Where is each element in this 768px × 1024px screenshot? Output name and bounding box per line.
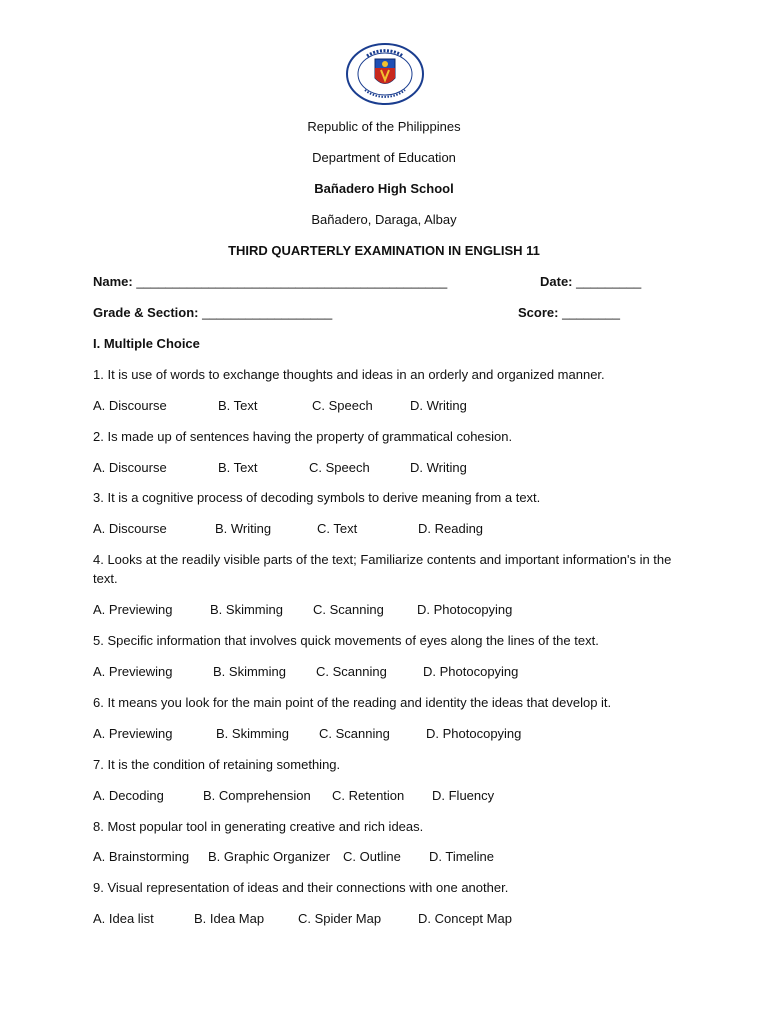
name-label: Name: (93, 274, 133, 289)
score-blank[interactable]: ________ (562, 305, 620, 320)
q2-option-c[interactable]: C. Speech (309, 460, 370, 475)
q8-option-d[interactable]: D. Timeline (429, 849, 495, 864)
q1-option-b[interactable]: B. Text (218, 398, 258, 413)
date-field[interactable] (540, 274, 641, 289)
q1-option-d[interactable]: D. Writing (410, 398, 467, 413)
q2-option-b[interactable]: B. Text (218, 460, 258, 475)
question-9: 9. Visual representation of ideas and their connections with one another. (93, 880, 509, 895)
header-republic: Republic of the Philippines (307, 119, 461, 134)
q1-option-c[interactable]: C. Speech (312, 398, 373, 413)
q6-option-b[interactable]: B. Skimming (216, 726, 289, 741)
question-3: 3. It is a cognitive process of decoding symbols to derive meaning from a text. (93, 490, 541, 505)
q5-option-d[interactable]: D. Photocopying (423, 664, 519, 679)
q8-option-b[interactable]: B. Graphic Organizer (208, 849, 331, 864)
q2-option-a[interactable]: A. Discourse (93, 460, 167, 475)
question-7: 7. It is the condition of retaining something. (93, 757, 341, 772)
q4-option-b[interactable]: B. Skimming (210, 602, 283, 617)
q4-option-a[interactable]: A. Previewing (93, 602, 173, 617)
q5-option-c[interactable]: C. Scanning (316, 664, 387, 679)
q6-option-d[interactable]: D. Photocopying (426, 726, 522, 741)
score-field[interactable] (518, 305, 620, 320)
question-1: 1. It is use of words to exchange thoughts and ideas in an orderly and organized manner. (93, 367, 605, 382)
q3-option-a[interactable]: A. Discourse (93, 521, 167, 536)
q6-option-a[interactable]: A. Previewing (93, 726, 173, 741)
question-6: 6. It means you look for the main point of the reading and identity the ideas that develop it. (93, 695, 612, 710)
q6-option-c[interactable]: C. Scanning (319, 726, 390, 741)
q3-option-c[interactable]: C. Text (317, 521, 358, 536)
grade-section-field[interactable] (93, 305, 332, 320)
q8-option-c[interactable]: C. Outline (343, 849, 401, 864)
q2-option-d[interactable]: D. Writing (410, 460, 467, 475)
school-name: Bañadero High School (314, 181, 454, 196)
question-4: 4. Looks at the readily visible parts of the text; Familiarize contents and important information's in the text. (93, 552, 672, 586)
date-blank[interactable]: _________ (576, 274, 642, 289)
name-field[interactable] (93, 274, 447, 289)
q9-option-d[interactable]: D. Concept Map (418, 911, 512, 926)
q5-option-b[interactable]: B. Skimming (213, 664, 286, 679)
q7-option-a[interactable]: A. Decoding (93, 788, 164, 803)
q9-option-c[interactable]: C. Spider Map (298, 911, 382, 926)
date-label: Date: (540, 274, 573, 289)
grade-section-label: Grade & Section: (93, 305, 199, 320)
q4-option-d[interactable]: D. Photocopying (417, 602, 513, 617)
q9-option-a[interactable]: A. Idea list (93, 911, 154, 926)
school-address: Bañadero, Daraga, Albay (311, 212, 457, 227)
q7-option-b[interactable]: B. Comprehension (203, 788, 311, 803)
q5-option-a[interactable]: A. Previewing (93, 664, 173, 679)
q7-option-d[interactable]: D. Fluency (432, 788, 495, 803)
header-department: Department of Education (312, 150, 456, 165)
question-8: 8. Most popular tool in generating creative and rich ideas. (93, 819, 424, 834)
section-title: I. Multiple Choice (93, 336, 200, 351)
q3-option-b[interactable]: B. Writing (215, 521, 272, 536)
q3-option-d[interactable]: D. Reading (418, 521, 484, 536)
q4-option-c[interactable]: C. Scanning (313, 602, 384, 617)
q8-option-a[interactable]: A. Brainstorming (93, 849, 190, 864)
q9-option-b[interactable]: B. Idea Map (194, 911, 265, 926)
exam-title: THIRD QUARTERLY EXAMINATION IN ENGLISH 11 (228, 243, 540, 258)
question-5: 5. Specific information that involves quick movements of eyes along the lines of the text. (93, 633, 599, 648)
question-2: 2. Is made up of sentences having the property of grammatical cohesion. (93, 429, 513, 444)
score-label: Score: (518, 305, 559, 320)
deped-seal-logo (345, 42, 425, 106)
name-blank[interactable]: ___________________________________________ (136, 274, 448, 289)
grade-section-blank[interactable]: __________________ (202, 305, 333, 320)
q7-option-c[interactable]: C. Retention (332, 788, 405, 803)
q1-option-a[interactable]: A. Discourse (93, 398, 167, 413)
